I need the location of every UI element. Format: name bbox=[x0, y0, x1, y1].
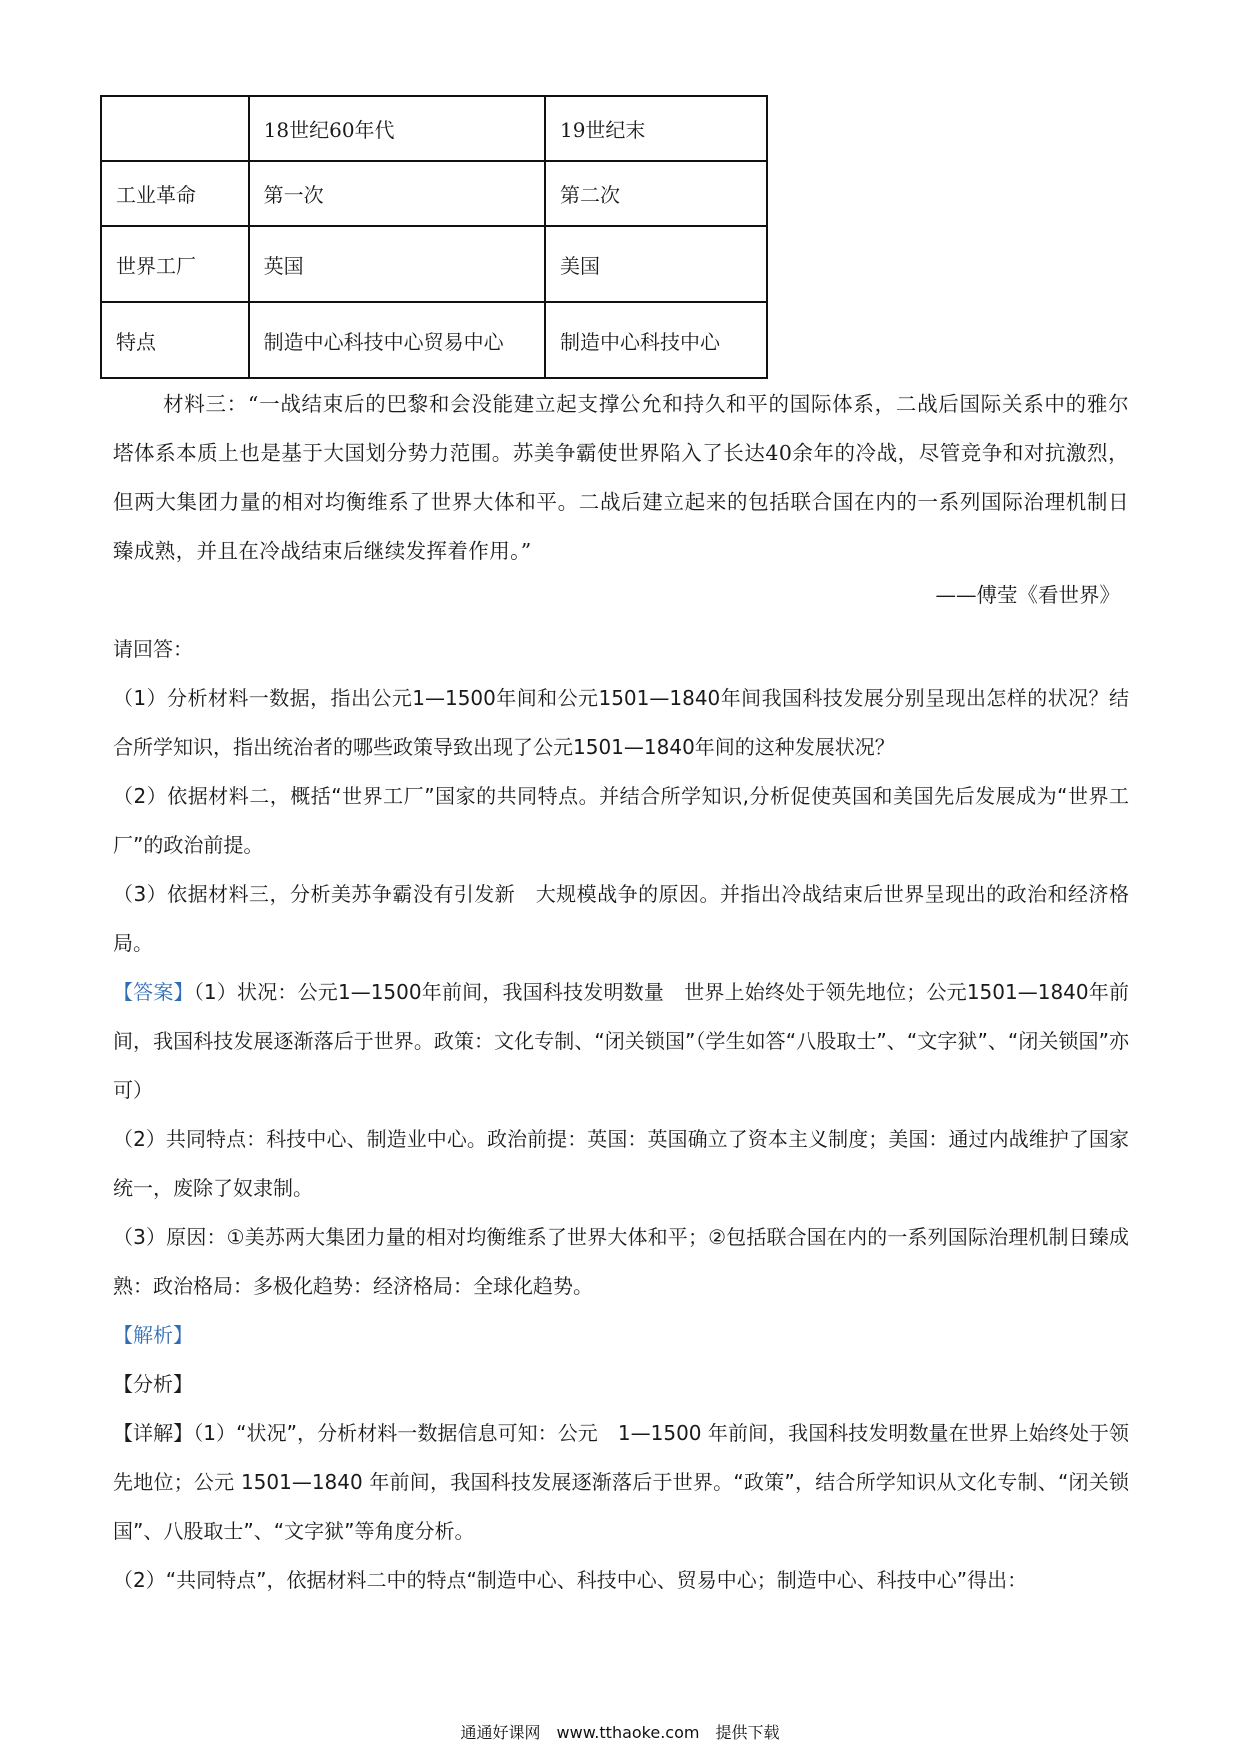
comparison-table bbox=[100, 95, 768, 379]
table-cell: 英国 bbox=[249, 226, 545, 302]
table-cell: 制造中心科技中心 bbox=[545, 302, 767, 378]
answer-1-paragraph bbox=[113, 968, 1129, 1115]
table-header-row bbox=[101, 96, 767, 161]
material-three-text: 材料三：“一战结束后的巴黎和会没能建立起支撑公允和持久和平的国际体系，二战后国际关系中的雅尔塔体系本质上也是基于大国划分势力范围。苏美争霸使世界陷入了长达40余年的冷战，尽管竞争和对抗激烈，但两大集团力量的相对均衡维系了世界大体和平。二战后建立起来的包括联合国在内的一系列国际治理机制日臻成熟，并且在冷战结束后继续发挥着作用。” bbox=[113, 392, 1129, 563]
table-row bbox=[101, 302, 767, 378]
analysis-subheading: 【分析】 bbox=[113, 1372, 193, 1396]
material-three-source: ——傅莹《看世界》 bbox=[935, 583, 1120, 607]
detail-1-paragraph bbox=[113, 1409, 1129, 1556]
table-cell: 19世纪末 bbox=[545, 96, 767, 161]
question-1: （1）分析材料一数据，指出公元1—1500年间和公元1501—1840年间我国科技发展分别呈现出怎样的状况？结合所学知识，指出统治者的哪些政策导致出现了公元1501—1840年间的这种发展状况？ bbox=[113, 686, 1129, 759]
question-2: （2）依据材料二，概括“世界工厂”国家的共同特点。并结合所学知识,分析促使英国和美国先后发展成为“世界工厂”的政治前提。 bbox=[113, 784, 1129, 857]
table-cell: 世界工厂 bbox=[101, 226, 249, 302]
table-cell: 工业革命 bbox=[101, 161, 249, 226]
table-cell: 第一次 bbox=[249, 161, 545, 226]
detail-tag: 【详解】 bbox=[113, 1421, 194, 1445]
table-cell: 制造中心科技中心贸易中心 bbox=[249, 302, 545, 378]
question-3: （3）依据材料三，分析美苏争霸没有引发新 大规模战争的原因。并指出冷战结束后世界呈现出的政治和经济格局。 bbox=[113, 882, 1129, 955]
answer-2: （2）共同特点：科技中心、制造业中心。政治前提：英国：英国确立了资本主义制度；美国：通过内战维护了国家统一，废除了奴隶制。 bbox=[113, 1127, 1129, 1200]
question-prompt: 请回答： bbox=[113, 637, 193, 661]
analysis-tag: 【解析】 bbox=[113, 1323, 193, 1347]
answer-3: （3）原因：①美苏两大集团力量的相对均衡维系了世界大体和平；②包括联合国在内的一系列国际治理机制日臻成熟：政治格局：多极化趋势：经济格局：全球化趋势。 bbox=[113, 1225, 1129, 1298]
table-cell: 美国 bbox=[545, 226, 767, 302]
table-cell: 特点 bbox=[101, 302, 249, 378]
table-cell: 第二次 bbox=[545, 161, 767, 226]
table-cell: 18世纪60年代 bbox=[249, 96, 545, 161]
table-row bbox=[101, 161, 767, 226]
answer-1: （1）状况：公元1—1500年前间，我国科技发明数量 世界上始终处于领先地位；公元1501—1840年前间，我国科技发展逐渐落后于世界。政策：文化专制、“闭关锁国”（学生如答“八股取士”、“文字狱”、“闭关锁国”亦可） bbox=[113, 980, 1129, 1102]
footer-text: 通通好课网 www.tthaoke.com 提供下载 bbox=[460, 1723, 780, 1742]
detail-2: （2）“共同特点”，依据材料二中的特点“制造中心、科技中心、贸易中心；制造中心、科技中心”得出： bbox=[113, 1568, 1028, 1592]
answer-tag: 【答案】 bbox=[113, 980, 194, 1004]
table-row bbox=[101, 226, 767, 302]
table-cell bbox=[101, 96, 249, 161]
detail-1: （1）“状况”，分析材料一数据信息可知：公元 1—1500 年前间，我国科技发明数量在世界上始终处于领先地位；公元 1501—1840 年前间，我国科技发展逐渐落后于世界。“政策”，结合所学知识从文化专制、“闭关锁国”、八股取士”、“文字狱”等角度分析。 bbox=[113, 1421, 1129, 1543]
